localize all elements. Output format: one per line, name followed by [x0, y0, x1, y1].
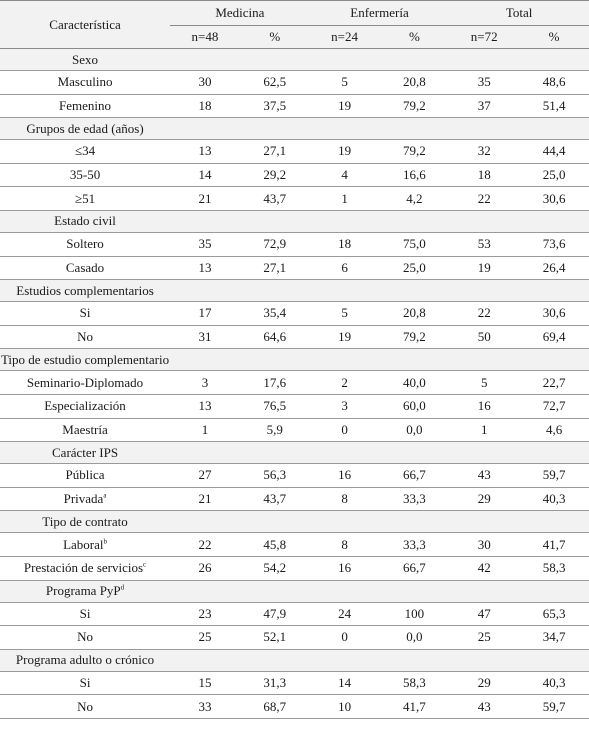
value-medicina-pct: 43,7 [240, 487, 310, 511]
section-empty-cell [449, 118, 519, 140]
footnote-marker: d [120, 583, 125, 592]
value-medicina-n: 26 [170, 556, 240, 580]
value-total-pct: 59,7 [519, 695, 589, 719]
value-enfermeria-pct: 25,0 [380, 256, 450, 280]
section-empty-cell [310, 280, 380, 302]
section-title-text: Grupos de edad (años) [26, 120, 144, 136]
section-title-text: Programa PyP [45, 583, 121, 598]
value-total-pct: 58,3 [519, 556, 589, 580]
row-label: Privada [63, 491, 104, 507]
subheader-medicina-n: n=48 [170, 26, 240, 49]
value-enfermeria-n: 0 [310, 626, 380, 650]
value-medicina-n: 13 [170, 140, 240, 164]
value-total-n: 37 [449, 94, 519, 118]
section-empty-cell [240, 580, 310, 602]
section-title [0, 210, 170, 232]
value-total-n: 32 [449, 140, 519, 164]
value-enfermeria-n: 5 [310, 302, 380, 326]
row-label: ≤34 [74, 143, 96, 159]
value-medicina-n: 33 [170, 695, 240, 719]
row-label: Si [79, 305, 91, 321]
value-total-n: 5 [449, 371, 519, 395]
section-title [0, 580, 170, 602]
value-total-pct: 72,7 [519, 394, 589, 418]
value-total-pct: 34,7 [519, 626, 589, 650]
section-empty-cell [380, 49, 450, 71]
section-empty-cell [170, 511, 240, 533]
value-medicina-n: 14 [170, 163, 240, 187]
value-medicina-n: 18 [170, 94, 240, 118]
section-title-text: Estudios complementarios [16, 282, 154, 298]
value-enfermeria-n: 18 [310, 232, 380, 256]
table-row [0, 256, 589, 280]
value-enfermeria-n: 3 [310, 394, 380, 418]
section-row [0, 280, 589, 302]
table-row [0, 71, 589, 95]
row-label: Casado [65, 259, 105, 275]
section-empty-cell [380, 442, 450, 464]
table-row [0, 418, 589, 442]
table-row [0, 163, 589, 187]
table-row [0, 140, 589, 164]
table-row [0, 556, 589, 580]
value-medicina-n: 31 [170, 325, 240, 349]
section-empty-cell [449, 442, 519, 464]
section-empty-cell [240, 210, 310, 232]
value-medicina-n: 25 [170, 626, 240, 650]
value-enfermeria-pct: 60,0 [380, 394, 450, 418]
section-empty-cell [380, 210, 450, 232]
row-label-cell [0, 602, 170, 626]
section-empty-cell [449, 649, 519, 671]
footnote-marker: a [103, 491, 107, 500]
table-row [0, 187, 589, 211]
value-total-n: 29 [449, 487, 519, 511]
subheader-enfermeria-n: n=24 [310, 26, 380, 49]
section-empty-cell [380, 511, 450, 533]
row-label-cell [0, 626, 170, 650]
section-row [0, 349, 589, 371]
row-label-cell [0, 163, 170, 187]
value-enfermeria-pct: 79,2 [380, 94, 450, 118]
section-empty-cell [310, 442, 380, 464]
value-medicina-pct: 35,4 [240, 302, 310, 326]
value-total-n: 47 [449, 602, 519, 626]
subheader-total-n: n=72 [449, 26, 519, 49]
section-empty-cell [519, 511, 589, 533]
value-enfermeria-n: 19 [310, 94, 380, 118]
row-label: Maestría [62, 421, 108, 437]
value-total-n: 16 [449, 394, 519, 418]
row-label: Especialización [44, 398, 126, 414]
section-empty-cell [170, 442, 240, 464]
value-medicina-pct: 31,3 [240, 671, 310, 695]
section-empty-cell [240, 49, 310, 71]
value-medicina-n: 27 [170, 464, 240, 488]
subheader-enfermeria-pct: % [380, 26, 450, 49]
section-row [0, 649, 589, 671]
table-body [0, 49, 589, 719]
value-total-n: 25 [449, 626, 519, 650]
value-enfermeria-pct: 33,3 [380, 533, 450, 557]
row-label: No [77, 629, 93, 645]
section-title [0, 649, 170, 671]
value-enfermeria-n: 4 [310, 163, 380, 187]
subheader-total-pct: % [519, 26, 589, 49]
row-label-cell [0, 394, 170, 418]
row-label-cell [0, 187, 170, 211]
table-row [0, 232, 589, 256]
section-empty-cell [519, 349, 589, 371]
value-medicina-n: 21 [170, 187, 240, 211]
value-medicina-pct: 64,6 [240, 325, 310, 349]
value-enfermeria-pct: 100 [380, 602, 450, 626]
section-row [0, 511, 589, 533]
value-total-pct: 4,6 [519, 418, 589, 442]
value-total-n: 18 [449, 163, 519, 187]
row-label-cell [0, 71, 170, 95]
row-label-cell [0, 325, 170, 349]
value-medicina-pct: 29,2 [240, 163, 310, 187]
value-medicina-pct: 56,3 [240, 464, 310, 488]
row-label: No [77, 698, 93, 714]
section-title-text: Estado civil [54, 213, 116, 229]
section-empty-cell [240, 442, 310, 464]
value-medicina-n: 21 [170, 487, 240, 511]
row-label-cell [0, 671, 170, 695]
value-total-n: 22 [449, 187, 519, 211]
section-empty-cell [310, 49, 380, 71]
section-empty-cell [170, 349, 240, 371]
value-total-pct: 48,6 [519, 71, 589, 95]
section-empty-cell [519, 118, 589, 140]
value-enfermeria-n: 8 [310, 533, 380, 557]
value-enfermeria-pct: 0,0 [380, 418, 450, 442]
table-header-row [0, 1, 589, 26]
value-medicina-n: 22 [170, 533, 240, 557]
value-enfermeria-n: 16 [310, 464, 380, 488]
value-medicina-n: 13 [170, 256, 240, 280]
value-enfermeria-n: 24 [310, 602, 380, 626]
value-total-n: 53 [449, 232, 519, 256]
section-empty-cell [519, 442, 589, 464]
value-enfermeria-pct: 20,8 [380, 71, 450, 95]
value-medicina-pct: 72,9 [240, 232, 310, 256]
value-enfermeria-n: 14 [310, 671, 380, 695]
value-total-pct: 41,7 [519, 533, 589, 557]
section-title [0, 49, 170, 71]
value-enfermeria-pct: 20,8 [380, 302, 450, 326]
section-empty-cell [380, 649, 450, 671]
section-title-text: Programa adulto o crónico [15, 652, 155, 668]
value-enfermeria-pct: 66,7 [380, 464, 450, 488]
section-empty-cell [310, 580, 380, 602]
table-row [0, 94, 589, 118]
value-total-n: 22 [449, 302, 519, 326]
value-medicina-n: 3 [170, 371, 240, 395]
section-row [0, 49, 589, 71]
row-label: 35-50 [69, 167, 101, 183]
value-medicina-pct: 68,7 [240, 695, 310, 719]
row-label-cell [0, 94, 170, 118]
value-medicina-n: 35 [170, 232, 240, 256]
row-label-cell [0, 418, 170, 442]
section-empty-cell [310, 649, 380, 671]
table-row [0, 464, 589, 488]
section-empty-cell [380, 118, 450, 140]
value-total-n: 43 [449, 464, 519, 488]
row-label: Femenino [59, 97, 112, 113]
value-enfermeria-pct: 79,2 [380, 140, 450, 164]
value-enfermeria-pct: 79,2 [380, 325, 450, 349]
row-label: No [77, 329, 93, 345]
table-row [0, 302, 589, 326]
value-total-pct: 65,3 [519, 602, 589, 626]
section-empty-cell [310, 210, 380, 232]
section-row [0, 210, 589, 232]
value-enfermeria-n: 19 [310, 325, 380, 349]
value-enfermeria-n: 6 [310, 256, 380, 280]
section-empty-cell [519, 49, 589, 71]
value-total-n: 19 [449, 256, 519, 280]
row-label: Si [79, 674, 91, 690]
value-total-pct: 26,4 [519, 256, 589, 280]
value-total-n: 43 [449, 695, 519, 719]
section-empty-cell [310, 511, 380, 533]
row-label: Soltero [66, 236, 104, 252]
value-medicina-pct: 76,5 [240, 394, 310, 418]
table-row [0, 695, 589, 719]
section-empty-cell [240, 280, 310, 302]
table-row [0, 533, 589, 557]
characteristic-header: Característica [0, 1, 170, 49]
row-label: Prestación de servicios [23, 560, 144, 576]
section-empty-cell [449, 210, 519, 232]
section-empty-cell [240, 649, 310, 671]
section-empty-cell [449, 349, 519, 371]
value-total-pct: 30,6 [519, 187, 589, 211]
value-total-pct: 25,0 [519, 163, 589, 187]
value-medicina-n: 1 [170, 418, 240, 442]
value-medicina-pct: 37,5 [240, 94, 310, 118]
section-empty-cell [519, 580, 589, 602]
value-medicina-n: 17 [170, 302, 240, 326]
section-title [0, 118, 170, 140]
section-title-text: Carácter IPS [52, 444, 119, 460]
value-medicina-pct: 43,7 [240, 187, 310, 211]
section-empty-cell [449, 49, 519, 71]
value-enfermeria-n: 8 [310, 487, 380, 511]
value-total-pct: 44,4 [519, 140, 589, 164]
value-medicina-pct: 52,1 [240, 626, 310, 650]
value-enfermeria-n: 1 [310, 187, 380, 211]
row-label-cell [0, 371, 170, 395]
value-enfermeria-n: 0 [310, 418, 380, 442]
table-row [0, 325, 589, 349]
value-total-n: 42 [449, 556, 519, 580]
group-header-total: Total [449, 1, 589, 26]
value-enfermeria-pct: 33,3 [380, 487, 450, 511]
value-total-pct: 51,4 [519, 94, 589, 118]
section-title [0, 280, 170, 302]
section-empty-cell [170, 210, 240, 232]
value-enfermeria-pct: 41,7 [380, 695, 450, 719]
value-enfermeria-pct: 58,3 [380, 671, 450, 695]
value-medicina-pct: 5,9 [240, 418, 310, 442]
table-row [0, 487, 589, 511]
section-title [0, 442, 170, 464]
section-row [0, 118, 589, 140]
group-header-enfermeria: Enfermería [310, 1, 450, 26]
subheader-medicina-pct: % [240, 26, 310, 49]
section-empty-cell [519, 649, 589, 671]
value-total-n: 1 [449, 418, 519, 442]
value-medicina-n: 13 [170, 394, 240, 418]
row-label: Masculino [57, 74, 113, 90]
section-empty-cell [170, 118, 240, 140]
value-medicina-pct: 62,5 [240, 71, 310, 95]
section-empty-cell [380, 349, 450, 371]
table-row [0, 602, 589, 626]
section-empty-cell [519, 210, 589, 232]
row-label: ≥51 [74, 190, 96, 206]
value-enfermeria-pct: 75,0 [380, 232, 450, 256]
value-enfermeria-pct: 66,7 [380, 556, 450, 580]
table-row [0, 371, 589, 395]
group-header-medicina: Medicina [170, 1, 310, 26]
section-empty-cell [310, 349, 380, 371]
value-medicina-pct: 45,8 [240, 533, 310, 557]
section-empty-cell [170, 649, 240, 671]
section-empty-cell [380, 580, 450, 602]
table-row [0, 671, 589, 695]
value-medicina-pct: 54,2 [240, 556, 310, 580]
table-row [0, 394, 589, 418]
value-enfermeria-pct: 0,0 [380, 626, 450, 650]
value-medicina-n: 30 [170, 71, 240, 95]
value-total-pct: 69,4 [519, 325, 589, 349]
value-enfermeria-pct: 4,2 [380, 187, 450, 211]
value-total-pct: 22,7 [519, 371, 589, 395]
footnote-marker: b [103, 537, 107, 546]
value-total-pct: 73,6 [519, 232, 589, 256]
value-total-pct: 30,6 [519, 302, 589, 326]
value-enfermeria-n: 16 [310, 556, 380, 580]
section-title [0, 349, 170, 371]
section-empty-cell [170, 580, 240, 602]
row-label: Laboral [63, 536, 104, 552]
row-label-cell [0, 487, 170, 511]
value-medicina-n: 23 [170, 602, 240, 626]
section-empty-cell [380, 280, 450, 302]
section-row [0, 442, 589, 464]
row-label-cell [0, 464, 170, 488]
section-title-text: Tipo de estudio complementario [0, 351, 170, 367]
row-label: Pública [65, 467, 105, 483]
value-enfermeria-n: 5 [310, 71, 380, 95]
row-label-cell [0, 140, 170, 164]
value-total-pct: 40,3 [519, 671, 589, 695]
section-title-text: Tipo de contrato [42, 513, 128, 529]
row-label-cell [0, 232, 170, 256]
value-total-n: 30 [449, 533, 519, 557]
row-label: Seminario-Diplomado [26, 374, 144, 390]
value-enfermeria-n: 10 [310, 695, 380, 719]
value-medicina-pct: 27,1 [240, 140, 310, 164]
value-enfermeria-n: 2 [310, 371, 380, 395]
section-empty-cell [449, 280, 519, 302]
footnote-marker: c [143, 560, 147, 569]
value-total-n: 29 [449, 671, 519, 695]
section-empty-cell [449, 580, 519, 602]
row-label-cell [0, 256, 170, 280]
section-empty-cell [519, 280, 589, 302]
section-title [0, 511, 170, 533]
value-medicina-n: 15 [170, 671, 240, 695]
table-row [0, 626, 589, 650]
value-medicina-pct: 47,9 [240, 602, 310, 626]
row-label-cell [0, 556, 170, 580]
value-enfermeria-n: 19 [310, 140, 380, 164]
section-empty-cell [240, 511, 310, 533]
section-empty-cell [170, 280, 240, 302]
section-empty-cell [170, 49, 240, 71]
section-empty-cell [240, 349, 310, 371]
row-label-cell [0, 695, 170, 719]
row-label-cell [0, 302, 170, 326]
section-empty-cell [310, 118, 380, 140]
section-empty-cell [449, 511, 519, 533]
value-total-n: 50 [449, 325, 519, 349]
value-enfermeria-pct: 16,6 [380, 163, 450, 187]
value-total-pct: 40,3 [519, 487, 589, 511]
value-total-n: 35 [449, 71, 519, 95]
value-enfermeria-pct: 40,0 [380, 371, 450, 395]
section-row [0, 580, 589, 602]
value-medicina-pct: 17,6 [240, 371, 310, 395]
section-title-text: Sexo [72, 51, 99, 67]
value-total-pct: 59,7 [519, 464, 589, 488]
row-label: Si [79, 605, 91, 621]
value-medicina-pct: 27,1 [240, 256, 310, 280]
row-label-cell [0, 533, 170, 557]
section-empty-cell [240, 118, 310, 140]
